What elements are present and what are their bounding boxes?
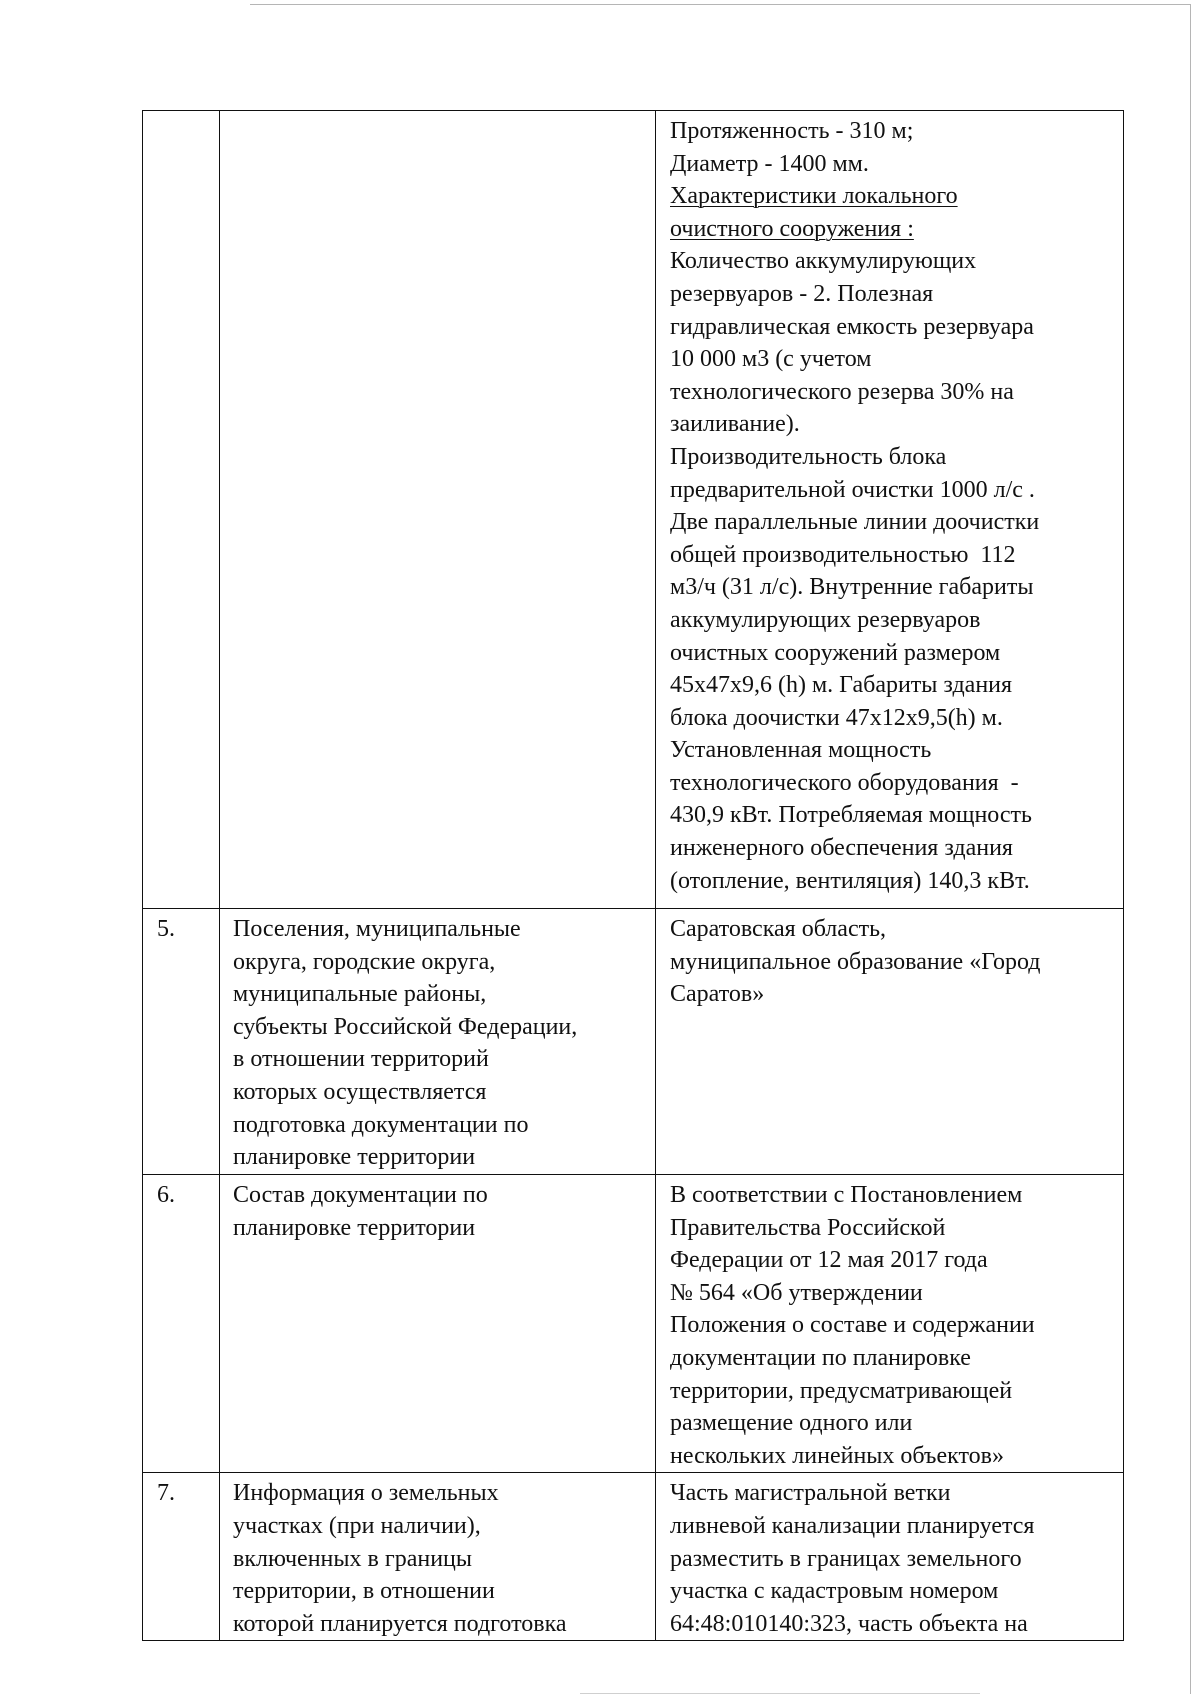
table-row-7 xyxy=(143,1473,1124,1641)
cell-line: Протяженность - 310 м; xyxy=(670,118,914,144)
cell-line: территории, в отношении xyxy=(233,1578,495,1605)
scan-edge-bottom xyxy=(580,1693,980,1694)
row-value-text xyxy=(670,1477,1117,1640)
table-row-5 xyxy=(143,909,1124,1175)
cell-line: округа, городские округа, xyxy=(233,948,496,975)
scan-edge-top xyxy=(250,4,1190,5)
cell-line: Установленная мощность xyxy=(670,737,932,764)
row-value-cell xyxy=(656,909,1124,1175)
cell-line: Состав документации по xyxy=(233,1182,488,1208)
table-row-continued xyxy=(143,111,1124,909)
cell-line: Две параллельные линии доочистки xyxy=(670,509,1040,536)
cell-line: Саратовская область, xyxy=(670,916,887,942)
cell-line: м3/ч (31 л/с). Внутренние габариты xyxy=(670,574,1034,601)
cell-line: муниципальные районы, xyxy=(233,981,487,1008)
row-value-text xyxy=(670,913,1117,1011)
cell-line: 10 000 м3 (с учетом xyxy=(670,346,872,373)
cell-line: которой планируется подготовка xyxy=(233,1610,567,1637)
cell-line: очистных сооружений размером xyxy=(670,639,1001,666)
cell-line: в отношении территорий xyxy=(233,1046,489,1073)
row-number: 5. xyxy=(157,916,175,942)
cell-line: разместить в границах земельного xyxy=(670,1545,1022,1572)
underlined-heading-line: очистного сооружения : xyxy=(670,215,914,242)
cell-line: муниципальное образование «Город xyxy=(670,948,1041,975)
cell-line: участках (при наличии), xyxy=(233,1512,481,1539)
row-description-text xyxy=(233,913,647,1174)
cell-line: участка с кадастровым номером xyxy=(670,1578,999,1605)
cell-line: Саратов» xyxy=(670,981,765,1008)
cell-line: 430,9 кВт. Потребляемая мощность xyxy=(670,802,1032,829)
row-value-text xyxy=(670,115,1117,897)
cell-line: гидравлическая емкость резервуара xyxy=(670,313,1034,340)
cell-line: планировке территории xyxy=(233,1144,476,1171)
cell-line: технологического резерва 30% на xyxy=(670,378,1014,405)
cell-line: Количество аккумулирующих xyxy=(670,248,977,275)
cell-line: нескольких линейных объектов» xyxy=(670,1442,1004,1469)
cell-line: размещение одного или xyxy=(670,1410,913,1437)
underlined-heading-line: Характеристики локального xyxy=(670,183,958,210)
row-value-cell xyxy=(656,1473,1124,1641)
row-number-cell xyxy=(143,1473,220,1641)
specification-table xyxy=(142,110,1124,1641)
row-description-cell xyxy=(220,111,656,909)
row-description-cell xyxy=(220,909,656,1175)
row-number: 7. xyxy=(157,1480,175,1507)
scan-edge-right xyxy=(1190,4,1191,1694)
cell-line: планировке территории xyxy=(233,1214,476,1241)
cell-line: предварительной очистки 1000 л/с . xyxy=(670,476,1035,503)
cell-line: (отопление, вентиляция) 140,3 кВт. xyxy=(670,867,1030,894)
cell-line: которых осуществляется xyxy=(233,1078,487,1105)
row-description-cell xyxy=(220,1175,656,1473)
cell-line: инженерного обеспечения здания xyxy=(670,835,1013,862)
cell-line: блока доочистки 47х12х9,5(h) м. xyxy=(670,704,1003,731)
cell-line: резервуаров - 2. Полезная xyxy=(670,280,934,307)
cell-line: включенных в границы xyxy=(233,1545,473,1572)
cell-line: технологического оборудования - xyxy=(670,769,1019,796)
row-number-cell xyxy=(143,909,220,1175)
cell-line: подготовка документации по xyxy=(233,1111,529,1138)
cell-line: Диаметр - 1400 мм. xyxy=(670,150,869,177)
cell-line: территории, предусматривающей xyxy=(670,1377,1013,1404)
cell-line: 64:48:010140:323, часть объекта на xyxy=(670,1610,1028,1637)
cell-line: субъекты Российской Федерации, xyxy=(233,1013,578,1040)
row-value-cell xyxy=(656,1175,1124,1473)
row-number-cell xyxy=(143,1175,220,1473)
row-description-cell xyxy=(220,1473,656,1641)
cell-line: аккумулирующих резервуаров xyxy=(670,606,981,633)
cell-line: 45х47х9,6 (h) м. Габариты здания xyxy=(670,672,1013,699)
cell-line: Федерации от 12 мая 2017 года xyxy=(670,1247,988,1274)
row-number-cell xyxy=(143,111,220,909)
table-row-6 xyxy=(143,1175,1124,1473)
cell-line: документации по планировке xyxy=(670,1344,971,1371)
cell-line: Производительность блока xyxy=(670,443,947,470)
cell-line: ливневой канализации планируется xyxy=(670,1512,1035,1539)
row-description-text xyxy=(233,1179,647,1244)
row-value-text xyxy=(670,1179,1117,1472)
row-value-cell xyxy=(656,111,1124,909)
cell-line: Поселения, муниципальные xyxy=(233,916,521,942)
cell-line: общей производительностью 112 xyxy=(670,541,1016,568)
cell-line: Правительства Российской xyxy=(670,1214,946,1241)
cell-line: В соответствии с Постановлением xyxy=(670,1182,1023,1208)
cell-line: Информация о земельных xyxy=(233,1480,499,1507)
row-description-text xyxy=(233,1477,647,1640)
cell-line: Часть магистральной ветки xyxy=(670,1480,951,1507)
cell-line: заиливание). xyxy=(670,411,800,438)
cell-line: Положения о составе и содержании xyxy=(670,1312,1035,1339)
cell-line: № 564 «Об утверждении xyxy=(670,1279,923,1306)
row-number: 6. xyxy=(157,1182,175,1208)
